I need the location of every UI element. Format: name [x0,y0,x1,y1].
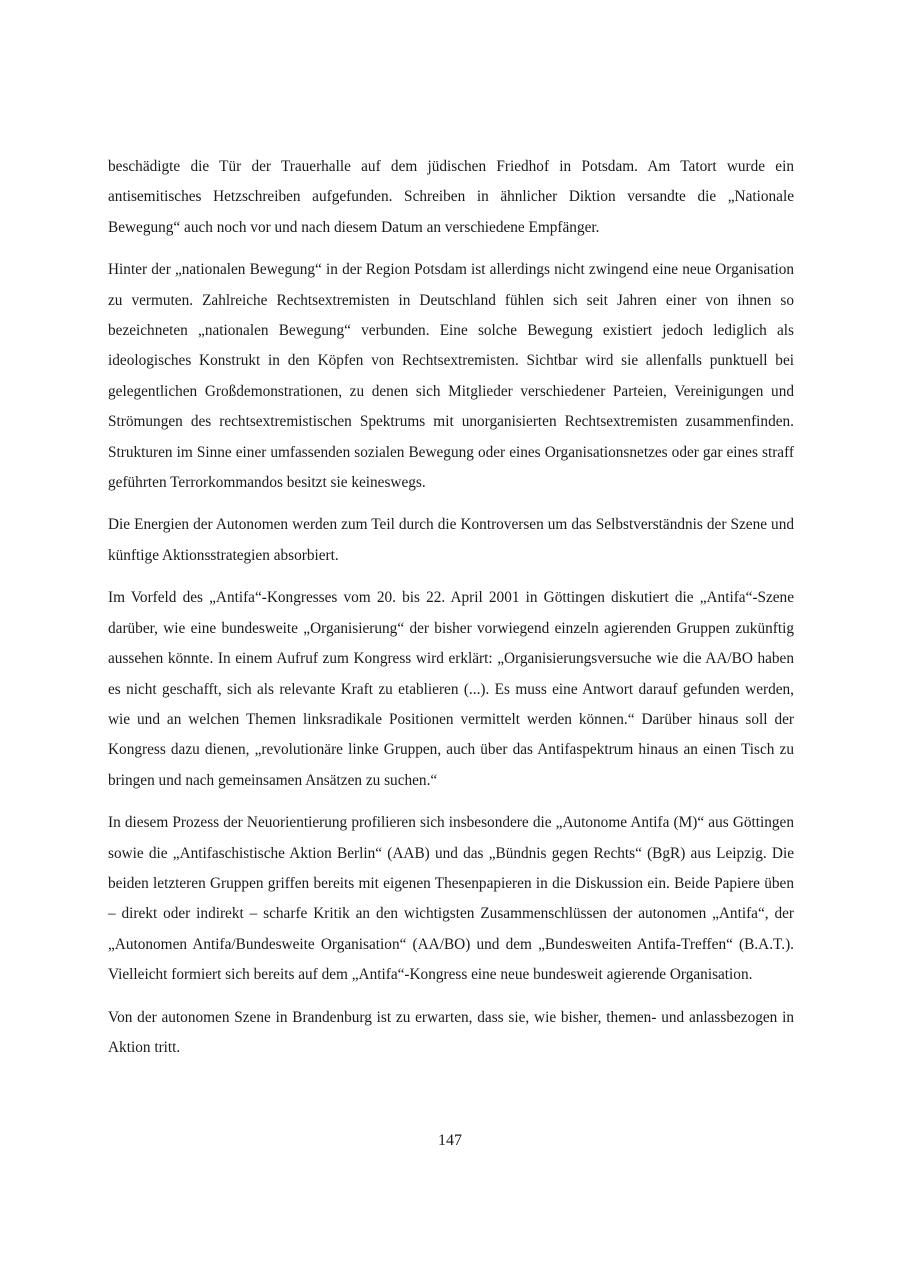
body-text [108,152,794,1075]
paragraph-4: Im Vorfeld des „Antifa“-Kongresses vom 20. bis 22. April 2001 in Göttingen diskutiert die „Antifa“-Szene darüber, wie eine bundesweite „Organisierung“ der bisher vorwiegend einzeln agierenden Gruppen zukünftig aussehen könnte. In einem Aufruf zum Kongress wird erklärt: „Organisierungsversuche wie die AA/BO haben es nicht geschafft, sich als relevante Kraft zu etablieren (...). Es muss eine Antwort darauf gefunden werden, wie und an welchen Themen linksradikale Positionen vermittelt werden können.“ Darüber hinaus soll der Kongress dazu dienen, „revolutionäre linke Gruppen, auch über das Antifaspektrum hinaus an einen Tisch zu bringen und nach gemeinsamen Ansätzen zu suchen.“ [108,589,794,789]
page-number: 147 [438,1132,462,1149]
paragraph-6: Von der autonomen Szene in Brandenburg ist zu erwarten, dass sie, wie bisher, themen- und anlassbezogen in Aktion tritt. [108,1008,794,1056]
paragraph-3: Die Energien der Autonomen werden zum Teil durch die Kontroversen um das Selbstverständnis der Szene und künftige Aktionsstrategien absorbiert. [108,516,794,564]
paragraph-1: beschädigte die Tür der Trauerhalle auf dem jüdischen Friedhof in Potsdam. Am Tatort wurde ein antisemitisches Hetzschreiben aufgefunden. Schreiben in ähnlicher Diktion versandte die „Nationale Bewegung“ auch noch vor und nach diesem Datum an verschiedene Empfänger. [108,158,794,236]
paragraph-2: Hinter der „nationalen Bewegung“ in der Region Potsdam ist allerdings nicht zwingend eine neue Organisation zu vermuten. Zahlreiche Rechtsextremisten in Deutschland fühlen sich seit Jahren einer von ihnen so bezeichneten „nationalen Bewegung“ verbunden. Eine solche Bewegung existiert jedoch lediglich als ideologisches Konstrukt in den Köpfen von Rechtsextremisten. Sichtbar wird sie allenfalls punktuell bei gelegentlichen Großdemonstrationen, zu denen sich Mitglieder verschiedener Parteien, Vereinigungen und Strömungen des rechtsextremistischen Spektrums mit unorganisierten Rechtsextremisten zusammenfinden. Strukturen im Sinne einer umfassenden sozialen Bewegung oder eines Organisationsnetzes oder gar eines straff geführten Terrorkommandos besitzt sie keineswegs. [108,261,794,492]
paragraph-5: In diesem Prozess der Neuorientierung profilieren sich insbesondere die „Autonome Antifa (M)“ aus Göttingen sowie die „Antifaschistische Aktion Berlin“ (AAB) und das „Bündnis gegen Rechts“ (BgR) aus Leipzig. Die beiden letzteren Gruppen griffen bereits mit eigenen Thesenpapieren in die Diskussion ein. Beide Papiere üben – direkt oder indirekt – scharfe Kritik an den wichtigsten Zusammenschlüssen der autonomen „Antifa“, der „Autonomen Antifa/Bundesweite Organisation“ (AA/BO) und dem „Bundesweiten Antifa-Treffen“ (B.A.T.). Vielleicht formiert sich bereits auf dem „Antifa“-Kongress eine neue bundesweit agierende Organisation. [108,814,794,984]
